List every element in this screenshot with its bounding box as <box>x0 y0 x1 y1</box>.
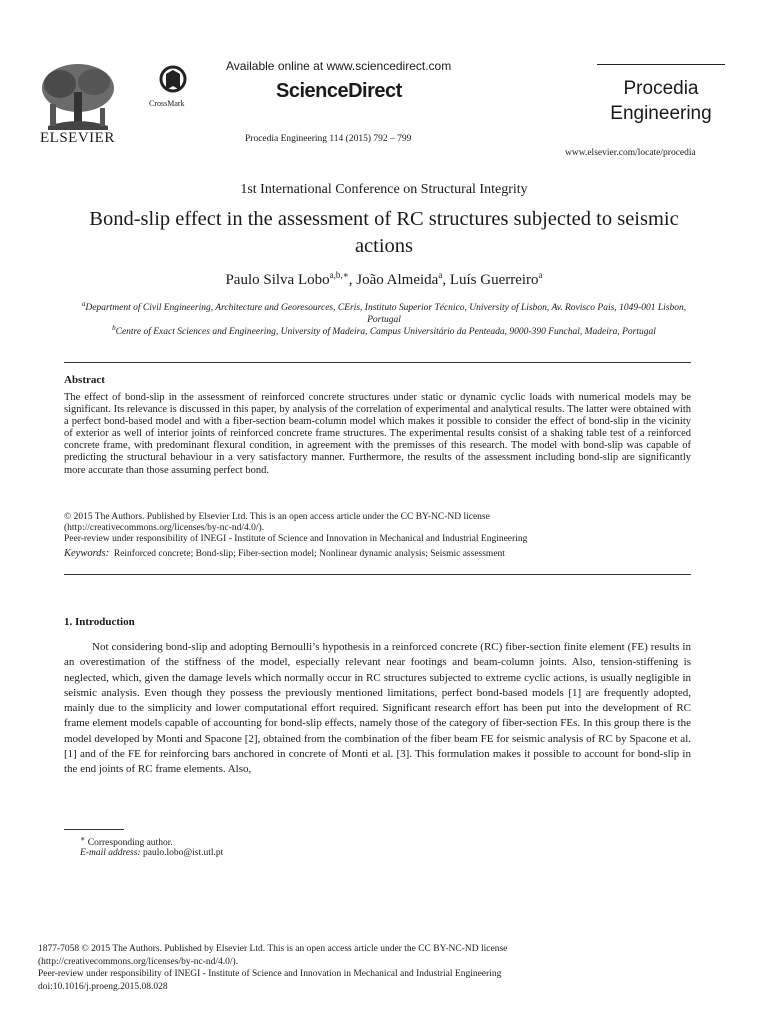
keywords-label: Keywords: <box>64 548 110 559</box>
license-url-link[interactable]: (http://creativecommons.org/licenses/by-nc-nd/4.0/). <box>64 523 265 533</box>
footer-peer-review: Peer-review under responsibility of INEGI - Institute of Science and Innovation in Mechanical and Industrial Engineering <box>38 969 502 979</box>
journal-reference: Procedia Engineering 114 (2015) 792 – 799 <box>245 134 412 144</box>
abstract-body: The effect of bond-slip in the assessment of reinforced concrete structures under static or dynamic cyclic loads with numerical models may be significant. Its relevance is discussed in this paper, by analysis of the correlation of experimental and analytical results. The latter were obtained with a perfect bond-based model and with a fiber-section beam-column model which makes it possible to consider the effect of bond-slip in the vicinity of exterior as well of interior joints of reinforced concrete frame structures. The experimental results consist of a shaking table test of a reinforced concrete frame, with predominant flexural condition, in agreement with the premisses of this research. The model with bond-slip was capable of predicting the structural behaviour in a very satisfactory manner. Furthermore, the results of the assessment including bond-slip are significantly more accurate than those assuming perfect bond. <box>64 392 691 476</box>
section-heading-introduction: 1. Introduction <box>64 616 135 628</box>
abstract-top-rule <box>64 362 691 363</box>
author-affil-mark: a,b,∗ <box>329 270 349 280</box>
email-address-link[interactable]: paulo.lobo@ist.utl.pt <box>142 848 224 858</box>
footnote-rule <box>64 829 124 830</box>
affiliation-b <box>70 322 698 338</box>
paper-title: Bond-slip effect in the assessment of RC structures subjected to seismic actions <box>89 208 679 257</box>
keywords-list: Reinforced concrete; Bond-slip; Fiber-section model; Nonlinear dynamic analysis; Seismic assessment <box>113 549 505 559</box>
footer-license-link[interactable]: (http://creativecommons.org/licenses/by-nc-nd/4.0/). <box>38 956 239 967</box>
footer-doi[interactable]: doi:10.1016/j.proeng.2015.08.028 <box>38 981 168 992</box>
conference-name: 1st International Conference on Structural Integrity <box>240 182 528 197</box>
journal-name <box>597 76 725 126</box>
journal-name-line2: Engineering <box>610 103 712 124</box>
journal-url-link[interactable]: www.elsevier.com/locate/procedia <box>565 148 696 158</box>
author-name: Luís Guerreiro <box>449 272 539 288</box>
page-footer <box>38 943 738 993</box>
email-label: E-mail address: <box>80 848 141 858</box>
crossmark-label: CrossMark <box>149 99 185 108</box>
available-online-text: Available online at www.sciencedirect.com <box>226 59 452 73</box>
publisher-name: ELSEVIER <box>40 130 115 146</box>
footnote-corresponding-text: Corresponding author. <box>87 838 173 849</box>
journal-name-rule <box>597 64 725 65</box>
affiliation-mark: a <box>81 300 86 308</box>
abstract-bottom-rule <box>64 574 691 575</box>
author-list <box>0 270 768 289</box>
introduction-body: Not considering bond-slip and adopting Bernoulli’s hypothesis in a reinforced concrete (RC) fiber-section finite element (FE) results in an overestimation of the stiffness of the model, especially relevant near footings and beam-column joints. Also, tension-stiffening is neglected, which, given the damage levels which normally occur in RC structures subjected to extreme cyclic actions, is usually negligible in seismic analysis. Even though they possess the previously mentioned limitations, perfect bond-based models [1] are frequently adopted, mainly due to the simplicity and lower computational effort required. Significant research effort has been put into the development of RC frame element models capable of accounting for bond-slip effects, namely those of the category of fiber-section FEs. In this group there is the model developed by Monti and Spacone [2], obtained from the combination of the fiber beam FE for seismic analysis of RC by Spacone et al. [1] and of the FE for reinforcing bars anchored in concrete of Monti et al. [3]. This formulation makes it possible to account for bond-slip in the end joints of RC frame elements. Also, <box>64 641 691 776</box>
sciencedirect-logo[interactable]: ScienceDirect <box>276 80 402 102</box>
footer-issn-line: 1877-7058 © 2015 The Authors. Published by Elsevier Ltd. This is an open access article under the CC BY-NC-ND license <box>38 944 508 954</box>
abstract-copyright <box>64 512 691 545</box>
affiliation-mark: b <box>112 324 116 332</box>
copyright-line: © 2015 The Authors. Published by Elsevier Ltd. This is an open access article under the CC BY-NC-ND license <box>64 512 490 522</box>
author-name: Paulo Silva Lobo <box>225 272 330 288</box>
author-affil-mark: a <box>438 270 443 280</box>
author-separator: , <box>348 272 357 288</box>
abstract-heading: Abstract <box>64 374 105 386</box>
author-name: João Almeida <box>356 272 439 288</box>
author-affil-mark: a <box>538 270 543 280</box>
affiliation-text: Department of Civil Engineering, Architecture and Georesources, CEris, Instituto Superior Técnico, University of Lisbon, Av. Rovisco Pais, 1049-001 Lisbon, Portugal <box>85 303 687 326</box>
affiliation-text: Centre of Exact Sciences and Engineering, University of Madeira, Campus Universitário da Penteada, 9000-390 Funchal, Madeira, Portugal <box>115 327 656 338</box>
journal-name-line1: Procedia <box>623 78 699 99</box>
keywords-line <box>64 548 691 559</box>
footnote-mark: ∗ <box>80 834 86 843</box>
peer-review-line: Peer-review under responsibility of INEGI - Institute of Science and Innovation in Mechanical and Industrial Engineering <box>64 534 528 544</box>
footnote-corresponding <box>80 834 173 848</box>
footnote-email <box>80 848 223 858</box>
author-separator: , <box>442 272 450 288</box>
